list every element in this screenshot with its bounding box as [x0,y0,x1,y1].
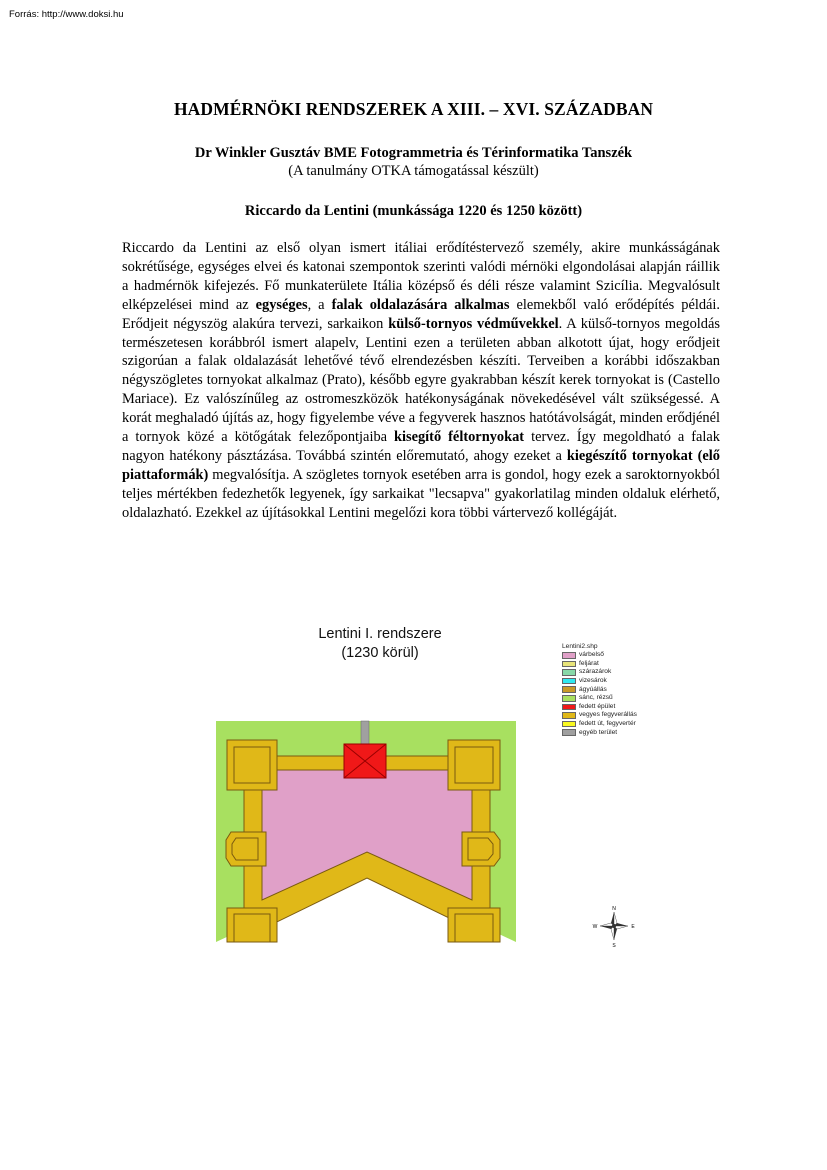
legend-label: ágyúállás [579,685,607,693]
gatehouse [344,744,386,778]
bold-run: külső-tornyos védművekkel [388,315,559,332]
half-tower-left [226,832,266,866]
tower-top-right [448,740,500,790]
tower-bottom-right [448,908,500,942]
legend-label: fedett út, fegyvertér [579,720,636,728]
bold-run: kiegészítő tornyokat (elő piattaformák) [122,447,720,483]
text-run: , a [307,296,332,313]
compass-s: S [612,943,616,949]
legend-label: várbelső [579,651,604,659]
text-run: Riccardo da Lentini az első olyan ismert itáliai erődítéstervező személy, akire munkásságának sokrétűsége, egységes elvei és katonai szempontok szerinti valódi mérnöki elgondolásai alapján ráillik a hadmérnök kifejezés. Fő munkaterülete Itália középső és déli része valamint Szicília. Megvalósult elképzelései mind az [122,240,720,313]
legend-label: sánc, rézsű [579,694,613,702]
author-line: Dr Winkler Gusztáv BME Fotogrammetria és Térinformatika Tanszék [194,145,633,161]
half-tower-right [462,832,500,866]
text-run: megvalósítja. A szögletes tornyok esetében arra is gondol, hogy ezek a saroktornyokból teljes mértékben fedezhetők legyenek, így sarkaikat "lecsapva" gyakorlatilag minden oldaluk elérhető, oldalazható. Ezekkel az újításokkal Lentini megelőzi kora többi vártervező kollégáját. [122,466,720,521]
legend-label: feljárat [579,659,599,667]
text-run: elemekből való erődépítés példái. Erődjeit négyszög alakúra tervezi, sarkaikon [122,296,721,332]
source-line: Forrás: http://www.doksi.hu [9,9,124,20]
text-run: . A külső-tornyos megoldás természetesen korábbról ismert alapelv, Lentini ezen a területen abban alkotott újat, hogy erődjeit szigorúan a falak oldalazását lehetővé tévő elrendezésben készíti. Terveiben a korábbi időszakban négyszögletes tornyokat alkalmaz (Prato), később egyre gyakrabban készít kerek tornyokat is (Castello Mariace). Ez valószínűleg az ostromeszközök hatékonyságának növekedésével vált szükségessé. A korát meghaladó újítás az, hogy figyelembe véve a fegyverek hasznos hatótávolságát, minden erődjénél a tornyok közé a kötőgátak felezőpontjaiba [122,315,720,446]
text-run: tervez. Így megoldható a falak nagyon hatékony pásztázása. Továbbá szintén előremutató, ahogy ezeket a [122,429,720,464]
page-title: HADMÉRNÖKI RENDSZEREK A XIII. – XVI. SZÁZADBAN [173,99,654,119]
bold-run: falak oldalazására alkalmas [331,296,510,313]
bold-run: kisegítő féltornyokat [394,429,525,446]
section-subtitle: Riccardo da Lentini (munkássága 1220 és 1250 között) [244,203,583,219]
tower-bottom-left [227,908,277,942]
compass-n: N [612,906,616,912]
legend-label: egyéb terület [579,728,618,736]
support-note: (A tanulmány OTKA támogatással készült) [288,163,539,179]
legend-title: Lentini2.shp [562,643,598,650]
legend-label: vegyes fegyverállás [579,711,637,719]
access-road [361,721,369,745]
compass-rose [593,906,636,949]
compass-e: E [631,924,635,930]
legend-label: fedett épület [579,702,616,710]
legend-label: vizesárok [579,677,607,685]
inner-courtyard [262,770,472,900]
bold-run: egységes [255,296,308,313]
map-title-line2: (1230 körül) [341,645,419,661]
map-title-line1: Lentini I. rendszere [318,626,442,642]
compass-w: W [592,924,598,930]
legend-label: szárazárok [579,668,612,676]
tower-top-left [227,740,277,790]
